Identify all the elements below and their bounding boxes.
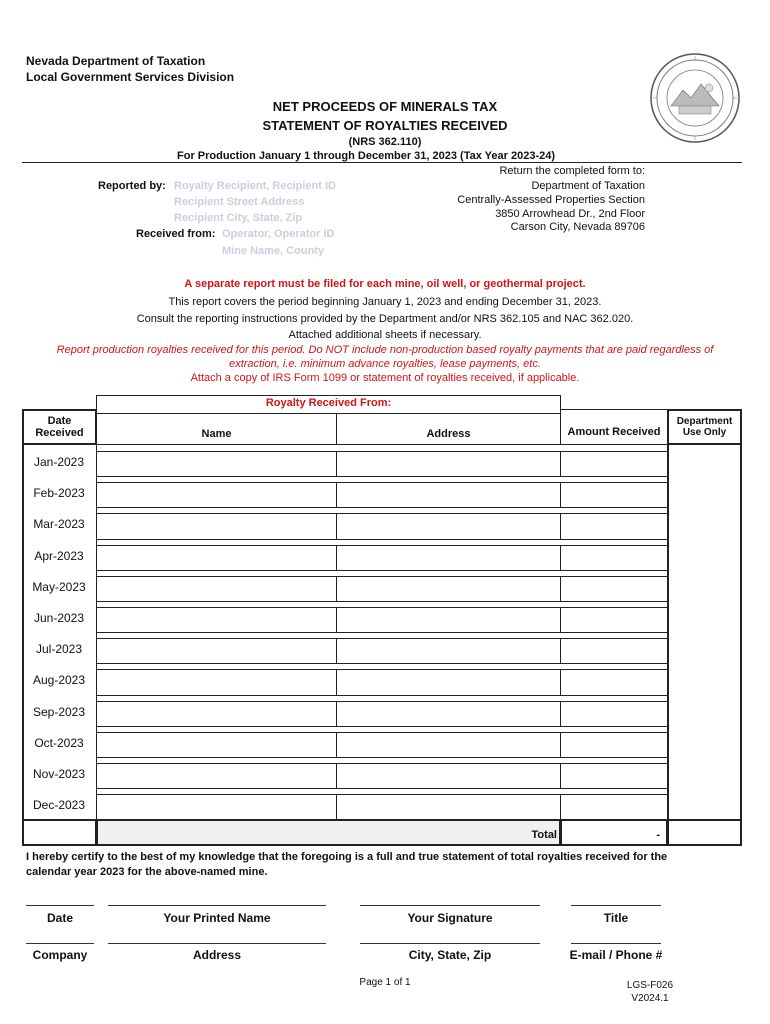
title-divider <box>22 162 742 163</box>
signature-label: Your Signature <box>407 911 493 925</box>
address-cell[interactable] <box>336 576 561 602</box>
month-label: Jan-2023 <box>33 455 85 469</box>
amount-cell[interactable] <box>560 669 668 695</box>
address-cell[interactable] <box>336 607 561 633</box>
amount-cell[interactable] <box>560 607 668 633</box>
dept-use-cell <box>667 757 742 789</box>
amount-cell[interactable] <box>560 763 668 789</box>
amount-cell[interactable] <box>560 732 668 758</box>
statute-reference: (NRS 362.110) <box>348 136 422 148</box>
name-cell[interactable] <box>96 576 337 602</box>
address-header-cell <box>336 413 561 445</box>
month-label: Feb-2023 <box>33 486 85 501</box>
name-cell[interactable] <box>96 451 337 477</box>
table-row <box>22 539 742 570</box>
month-label: Aug-2023 <box>32 673 86 688</box>
table-row <box>22 476 742 507</box>
dept-use-cell <box>667 476 742 508</box>
table-row <box>22 601 742 632</box>
recipient-city-field[interactable]: Recipient City, State, Zip <box>174 212 303 224</box>
form-id: LGS-F026 <box>626 980 674 991</box>
dept-use-cell <box>667 539 742 571</box>
month-label: Dec-2023 <box>32 798 86 813</box>
royalty-table <box>22 397 742 846</box>
attach-sheets-note: Attached additional sheets if necessary. <box>288 329 482 341</box>
amount-cell[interactable] <box>560 794 668 820</box>
dept-use-cell <box>667 632 742 664</box>
amount-cell[interactable] <box>560 701 668 727</box>
date-header: Date <box>47 415 72 427</box>
address-line[interactable] <box>108 943 326 944</box>
signature-line[interactable] <box>360 905 540 906</box>
division-name: Local Government Services Division <box>26 70 235 84</box>
total-label-cell <box>96 819 561 846</box>
name-cell[interactable] <box>96 607 337 633</box>
table-row <box>22 663 742 694</box>
dept-use-cell <box>667 663 742 695</box>
address-cell[interactable] <box>336 545 561 571</box>
address-cell[interactable] <box>336 482 561 508</box>
name-cell[interactable] <box>96 482 337 508</box>
date-header-cell <box>22 409 97 445</box>
address-cell[interactable] <box>336 732 561 758</box>
org-name: Nevada Department of Taxation <box>26 54 206 68</box>
dept-use-cell <box>667 570 742 602</box>
received-from-label: Received from: <box>136 228 216 240</box>
production-royalties-note-1: Report production royalties received for this period. Do NOT include non-production based royalty payments that are paid regardless of <box>56 344 714 356</box>
address-header: Address <box>426 428 471 440</box>
address-cell[interactable] <box>336 638 561 664</box>
page-number: Page 1 of 1 <box>359 977 411 988</box>
address-cell[interactable] <box>336 794 561 820</box>
operator-field[interactable]: Operator, Operator ID <box>222 228 335 240</box>
table-row <box>22 757 742 788</box>
name-cell[interactable] <box>96 701 337 727</box>
month-label: Nov-2023 <box>32 767 86 781</box>
amount-cell[interactable] <box>560 545 668 571</box>
name-cell[interactable] <box>96 669 337 695</box>
dept-header: Department <box>676 416 733 427</box>
table-row <box>22 445 742 476</box>
return-to-heading: Return the completed form to: <box>499 165 645 177</box>
dept-use-cell <box>667 507 742 539</box>
total-date-cell <box>22 819 97 846</box>
amount-cell[interactable] <box>560 638 668 664</box>
reported-by-label: Reported by: <box>98 180 166 192</box>
email-phone-label: E-mail / Phone # <box>569 948 663 962</box>
return-to-street: 3850 Arrowhead Dr., 2nd Floor <box>495 208 645 220</box>
date-label: Date <box>46 911 73 925</box>
production-royalties-note-2: extraction, i.e. minimum advance royalties, lease payments, etc. <box>229 358 541 370</box>
amount-cell[interactable] <box>560 482 668 508</box>
name-cell[interactable] <box>96 545 337 571</box>
amount-cell[interactable] <box>560 576 668 602</box>
date-line[interactable] <box>26 905 94 906</box>
royalty-from-header-cell <box>96 395 561 413</box>
return-to-city: Carson City, Nevada 89706 <box>510 221 645 233</box>
recipient-street-field[interactable]: Recipient Street Address <box>174 196 305 208</box>
month-label: May-2023 <box>32 579 86 594</box>
month-label: Apr-2023 <box>34 548 84 563</box>
form-subtitle: STATEMENT OF ROYALTIES RECEIVED <box>262 118 508 133</box>
name-header-cell <box>96 413 337 445</box>
city-state-zip-label: City, State, Zip <box>408 948 492 962</box>
month-label: Oct-2023 <box>34 735 84 750</box>
table-row <box>22 632 742 663</box>
total-amount: - <box>656 829 660 841</box>
address-cell[interactable] <box>336 513 561 539</box>
printed-name-label: Your Printed Name <box>163 911 271 925</box>
month-label: Mar-2023 <box>33 517 85 532</box>
return-to-section: Centrally-Assessed Properties Section <box>457 194 645 206</box>
dept-use-cell <box>667 445 742 477</box>
amount-cell[interactable] <box>560 451 668 477</box>
table-row <box>22 570 742 601</box>
table-row <box>22 726 742 757</box>
title-line[interactable] <box>571 905 661 906</box>
title-label: Title <box>603 911 629 925</box>
amount-header-cell <box>560 409 668 445</box>
company-line[interactable] <box>26 943 94 944</box>
month-label: Jul-2023 <box>35 642 83 657</box>
total-label: Total <box>531 829 557 841</box>
printed-name-line[interactable] <box>108 905 326 906</box>
attach-1099-note: Attach a copy of IRS Form 1099 or statement of royalties received, if applicable. <box>190 372 580 384</box>
dept-use-cell <box>667 726 742 758</box>
amount-header: Amount Received <box>567 426 661 438</box>
total-amount-cell <box>560 819 668 846</box>
period-note: This report covers the period beginning January 1, 2023 and ending December 31, 2023. <box>168 296 602 308</box>
month-label: Sep-2023 <box>32 704 86 719</box>
separate-report-notice: A separate report must be filed for each mine, oil well, or geothermal project. <box>184 278 586 290</box>
certify-line-2: calendar year 2023 for the above-named mine. <box>26 866 268 878</box>
use-only-header: Use Only <box>682 427 727 438</box>
royalty-from-header: Royalty Received From: <box>265 397 392 409</box>
email-phone-line[interactable] <box>571 943 661 944</box>
dept-header-cell <box>667 409 742 445</box>
dept-use-cell <box>667 788 742 820</box>
table-row <box>22 507 742 538</box>
table-row <box>22 788 742 819</box>
certify-line-1: I hereby certify to the best of my knowledge that the foregoing is a full and true statement of total royalties received for the <box>26 851 668 863</box>
dept-use-cell <box>667 601 742 633</box>
form-version: V2024.1 <box>631 993 669 1004</box>
name-header: Name <box>201 428 232 440</box>
company-label: Company <box>32 948 88 962</box>
return-to-dept: Department of Taxation <box>531 180 645 192</box>
address-cell[interactable] <box>336 763 561 789</box>
name-cell[interactable] <box>96 638 337 664</box>
mine-name-field[interactable]: Mine Name, County <box>222 245 325 257</box>
dept-use-cell <box>667 695 742 727</box>
name-cell[interactable] <box>96 732 337 758</box>
form-title: NET PROCEEDS OF MINERALS TAX <box>272 99 498 114</box>
consult-note: Consult the reporting instructions provided by the Department and/or NRS 362.105 and NAC 362.020. <box>136 313 634 325</box>
name-cell[interactable] <box>96 794 337 820</box>
address-cell[interactable] <box>336 451 561 477</box>
address-label: Address <box>192 948 242 962</box>
name-cell[interactable] <box>96 763 337 789</box>
name-cell[interactable] <box>96 513 337 539</box>
address-cell[interactable] <box>336 701 561 727</box>
recipient-name-field[interactable]: Royalty Recipient, Recipient ID <box>174 180 336 192</box>
received-header: Received <box>35 427 84 439</box>
month-label: Jun-2023 <box>33 611 85 625</box>
amount-cell[interactable] <box>560 513 668 539</box>
production-period: For Production January 1 through December 31, 2023 (Tax Year 2023-24) <box>177 150 556 162</box>
total-dept-cell <box>667 819 742 846</box>
table-row <box>22 695 742 726</box>
address-cell[interactable] <box>336 669 561 695</box>
city-state-zip-line[interactable] <box>360 943 540 944</box>
